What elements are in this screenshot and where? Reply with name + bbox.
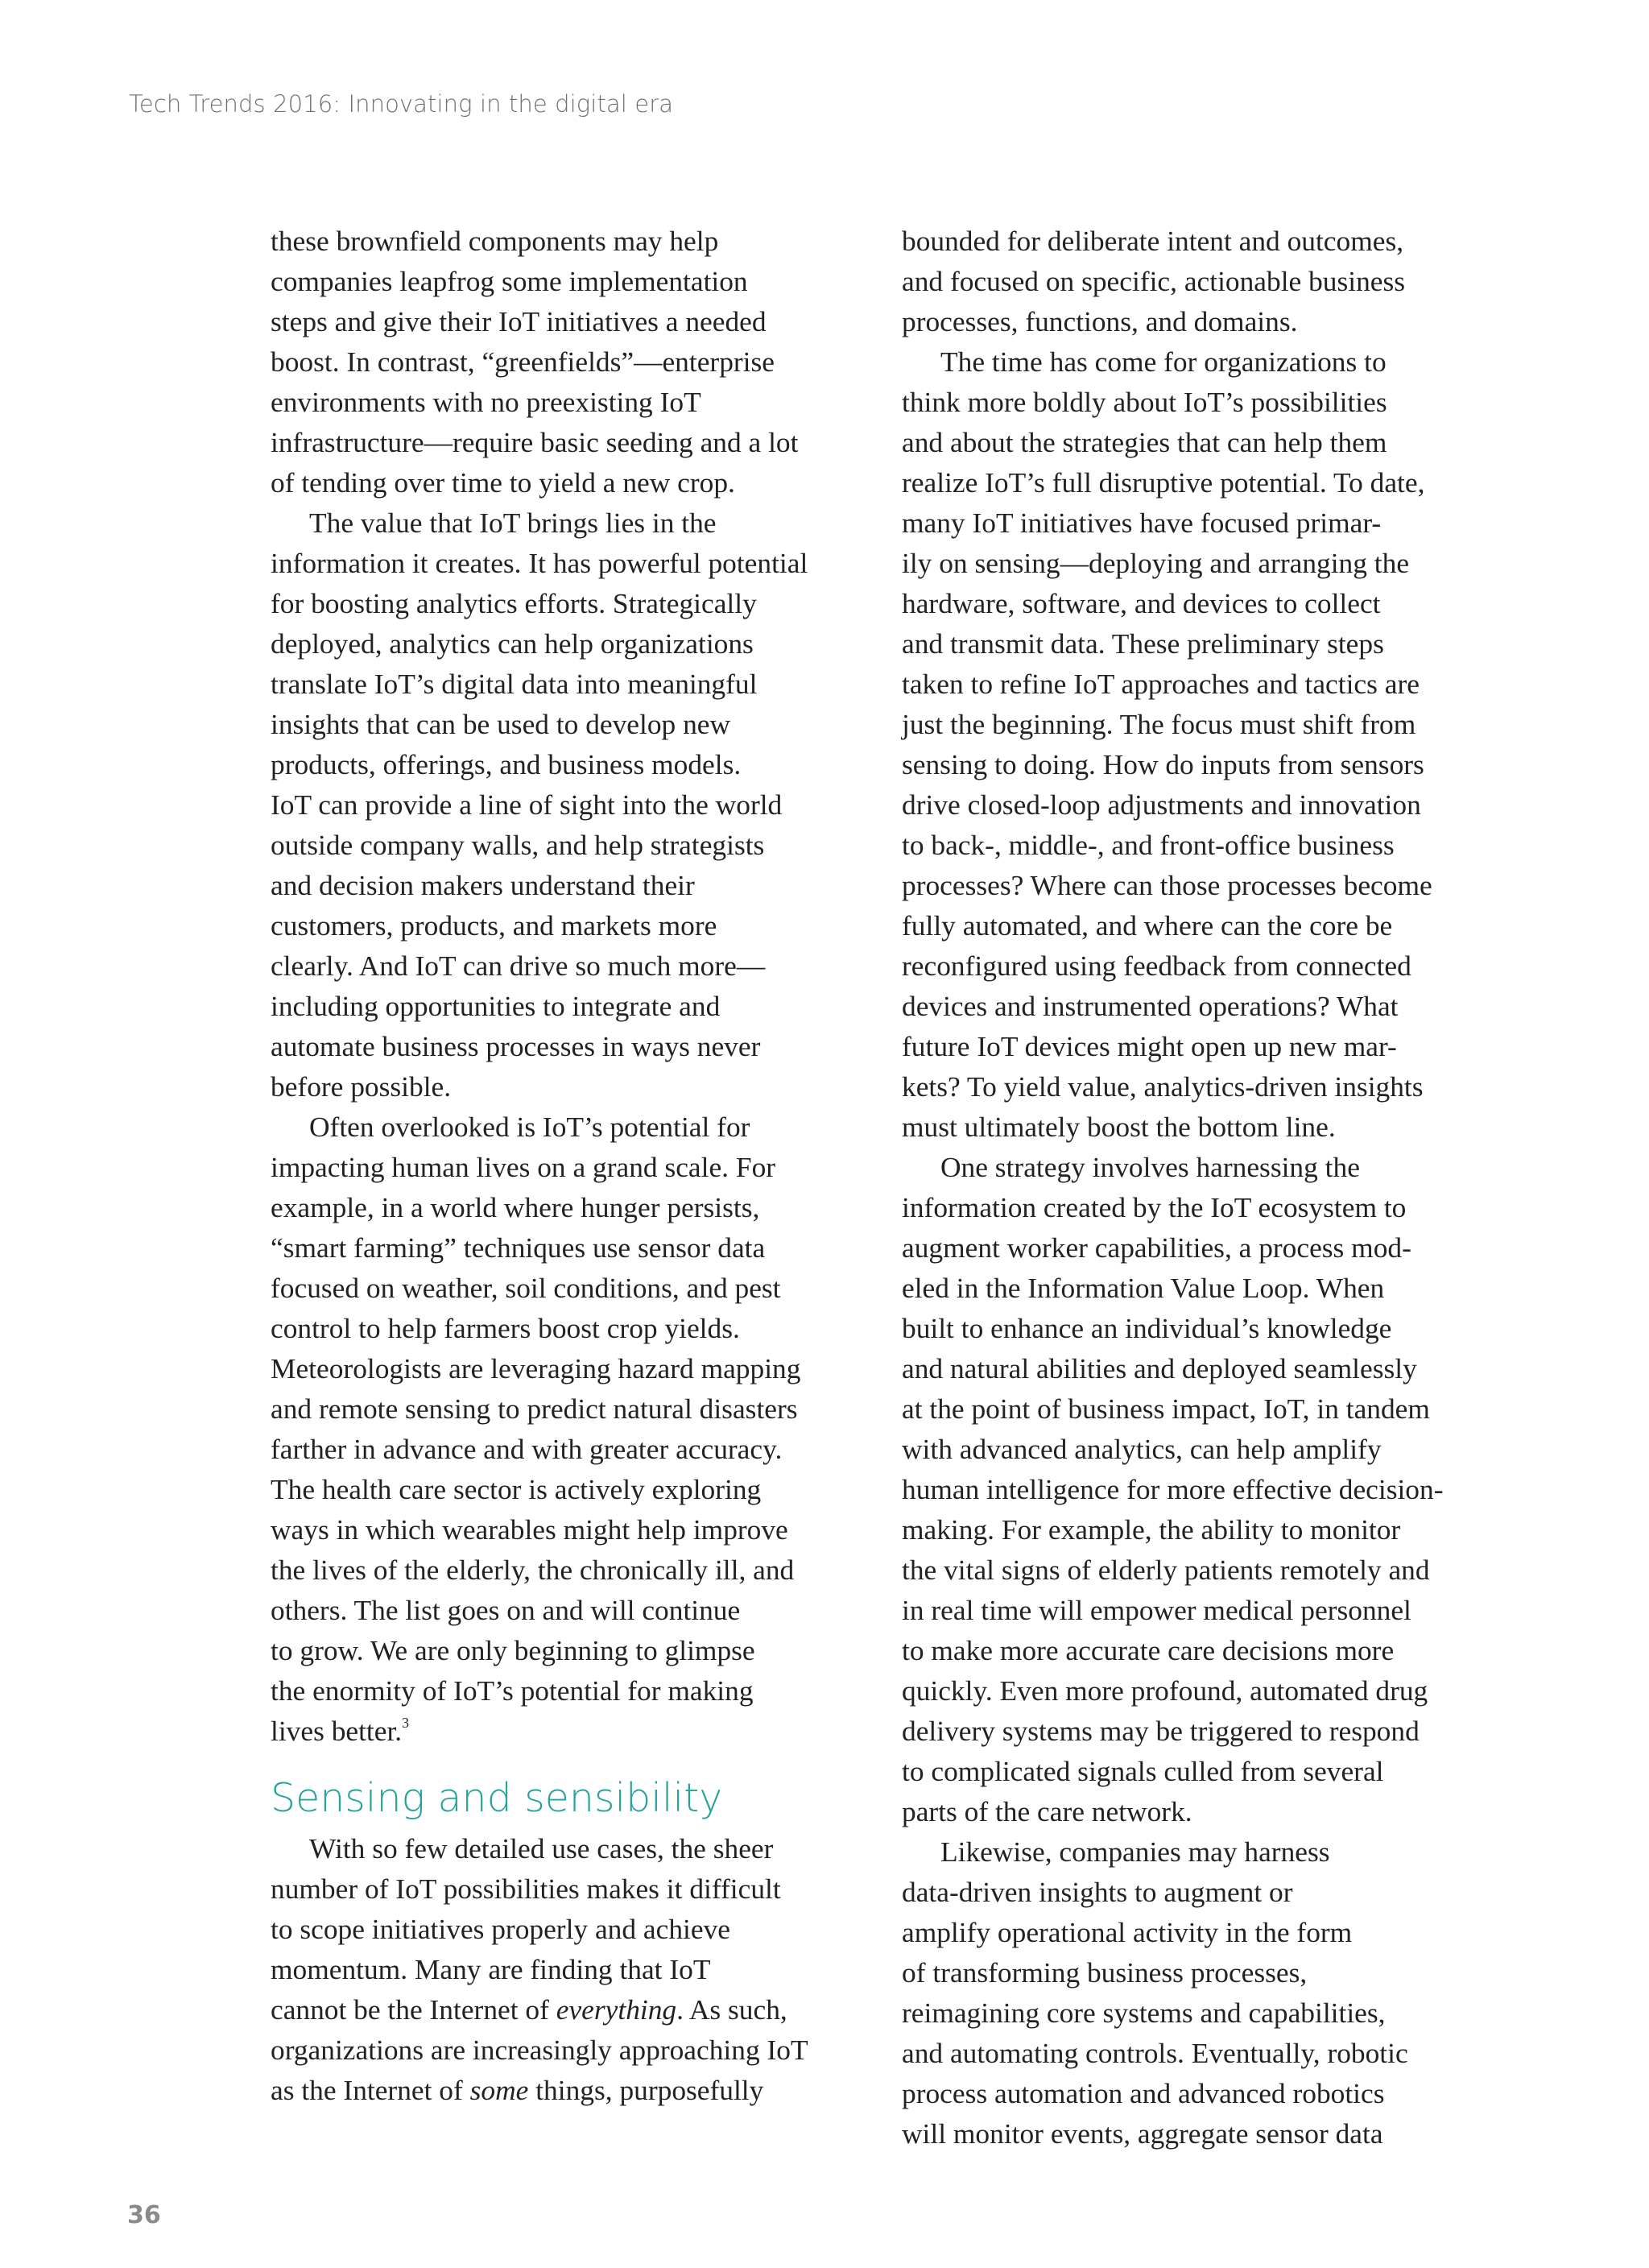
body-line: organizations are increasingly approaching IoT xyxy=(271,2034,808,2066)
body-line: IoT can provide a line of sight into the world xyxy=(271,788,783,821)
body-line: farther in advance and with greater accuracy. xyxy=(271,1433,783,1465)
body-line: clearly. And IoT can drive so much more— xyxy=(271,950,766,982)
body-line: to complicated signals culled from several xyxy=(902,1755,1384,1787)
body-text: things, purposefully xyxy=(528,2074,764,2106)
body-line: of transforming business processes, xyxy=(902,1956,1308,1989)
body-line xyxy=(271,2070,850,2110)
body-line: human intelligence for more effective decision- xyxy=(902,1473,1444,1505)
body-line: just the beginning. The focus must shift from xyxy=(902,708,1416,740)
body-line: with advanced analytics, can help amplify xyxy=(902,1433,1382,1465)
body-line: One strategy involves harnessing the xyxy=(940,1151,1360,1183)
body-line: The time has come for organizations to xyxy=(940,346,1387,378)
body-line: built to enhance an individual’s knowledge xyxy=(902,1312,1392,1344)
body-line: The value that IoT brings lies in the xyxy=(309,507,717,539)
emphasis-text: everything xyxy=(556,1993,677,2026)
body-line: augment worker capabilities, a process mod- xyxy=(902,1231,1411,1264)
body-line: ways in which wearables might help improve xyxy=(271,1513,788,1546)
body-line: to back-, middle-, and front-office business xyxy=(902,829,1395,861)
body-line: products, offerings, and business models. xyxy=(271,748,742,780)
body-line: example, in a world where hunger persists, xyxy=(271,1191,760,1223)
body-line: insights that can be used to develop new xyxy=(271,708,731,740)
body-line: Meteorologists are leveraging hazard mapping xyxy=(271,1352,801,1384)
running-header: Tech Trends 2016: Innovating in the digital era xyxy=(129,90,674,118)
body-line: the lives of the elderly, the chronically ill, and xyxy=(271,1554,795,1586)
body-line: others. The list goes on and will continue xyxy=(271,1594,741,1626)
body-text: lives better. xyxy=(271,1715,403,1747)
body-text: as the Internet of xyxy=(271,2074,470,2106)
body-line: environments with no preexisting IoT xyxy=(271,386,701,418)
body-line: to grow. We are only beginning to glimpse xyxy=(271,1634,755,1666)
body-line: the enormity of IoT’s potential for making xyxy=(271,1674,754,1707)
body-line: Likewise, companies may harness xyxy=(940,1836,1330,1868)
body-line xyxy=(271,1711,850,1751)
body-line: number of IoT possibilities makes it difficult xyxy=(271,1873,781,1905)
body-line: customers, products, and markets more xyxy=(271,909,717,942)
body-line: outside company walls, and help strategists xyxy=(271,829,765,861)
body-line: and transmit data. These preliminary steps xyxy=(902,627,1384,660)
body-line: of tending over time to yield a new crop. xyxy=(271,466,735,499)
body-line: to make more accurate care decisions more xyxy=(902,1634,1395,1666)
body-line: processes? Where can those processes become xyxy=(902,869,1432,901)
body-line: realize IoT’s full disruptive potential. To date, xyxy=(902,466,1425,499)
body-line: steps and give their IoT initiatives a needed xyxy=(271,305,767,337)
body-line: data-driven insights to augment or xyxy=(902,1876,1293,1908)
body-line: sensing to doing. How do inputs from sensors xyxy=(902,748,1424,780)
body-line: process automation and advanced robotics xyxy=(902,2077,1385,2109)
body-line: taken to refine IoT approaches and tactics are xyxy=(902,668,1420,700)
body-line: kets? To yield value, analytics-driven insights xyxy=(902,1070,1424,1103)
body-line: processes, functions, and domains. xyxy=(902,305,1298,337)
left-column xyxy=(271,221,850,2110)
body-line xyxy=(271,1989,850,2030)
body-line: The health care sector is actively exploring xyxy=(271,1473,762,1505)
body-line: hardware, software, and devices to collect xyxy=(902,587,1381,619)
body-line: before possible. xyxy=(271,1070,452,1103)
body-text: cannot be the Internet of xyxy=(271,1993,556,2026)
body-line: including opportunities to integrate and xyxy=(271,990,721,1022)
body-line: amplify operational activity in the form xyxy=(902,1916,1353,1948)
body-line: drive closed-loop adjustments and innovation xyxy=(902,788,1421,821)
body-line: think more boldly about IoT’s possibilities xyxy=(902,386,1387,418)
body-text: . As such, xyxy=(676,1993,787,2026)
body-line: in real time will empower medical personnel xyxy=(902,1594,1411,1626)
body-line: deployed, analytics can help organizations xyxy=(271,627,754,660)
right-column xyxy=(902,221,1482,2154)
body-line: future IoT devices might open up new mar- xyxy=(902,1030,1397,1062)
body-line: focused on weather, soil conditions, and pest xyxy=(271,1272,781,1304)
body-line: information it creates. It has powerful potential xyxy=(271,547,808,579)
body-line: will monitor events, aggregate sensor data xyxy=(902,2117,1383,2150)
body-line: many IoT initiatives have focused primar- xyxy=(902,507,1382,539)
page-number: 36 xyxy=(127,2201,161,2229)
body-line: these brownfield components may help xyxy=(271,225,719,257)
footnote-reference[interactable]: 3 xyxy=(402,1715,409,1732)
body-line: eled in the Information Value Loop. When xyxy=(902,1272,1385,1304)
body-line: information created by the IoT ecosystem to xyxy=(902,1191,1407,1223)
body-line: and about the strategies that can help them xyxy=(902,426,1387,458)
body-line: impacting human lives on a grand scale. For xyxy=(271,1151,776,1183)
body-line: must ultimately boost the bottom line. xyxy=(902,1111,1336,1143)
body-line: delivery systems may be triggered to respond xyxy=(902,1715,1420,1747)
body-line: parts of the care network. xyxy=(902,1795,1192,1827)
body-line: bounded for deliberate intent and outcomes, xyxy=(902,225,1404,257)
body-line: devices and instrumented operations? What xyxy=(902,990,1399,1022)
body-line: companies leapfrog some implementation xyxy=(271,265,748,297)
body-line: the vital signs of elderly patients remotely and xyxy=(902,1554,1430,1586)
body-line: making. For example, the ability to monitor xyxy=(902,1513,1401,1546)
body-line: ily on sensing—deploying and arranging the xyxy=(902,547,1410,579)
body-line: Often overlooked is IoT’s potential for xyxy=(309,1111,750,1143)
body-line: and natural abilities and deployed seamlessly xyxy=(902,1352,1417,1384)
body-line: and decision makers understand their xyxy=(271,869,695,901)
body-line: quickly. Even more profound, automated drug xyxy=(902,1674,1428,1707)
body-line: reimagining core systems and capabilities, xyxy=(902,1997,1386,2029)
body-line: infrastructure—require basic seeding and a lot xyxy=(271,426,799,458)
body-line: and automating controls. Eventually, robotic xyxy=(902,2037,1408,2069)
emphasis-text: some xyxy=(469,2074,529,2106)
body-line: at the point of business impact, IoT, in tandem xyxy=(902,1393,1430,1425)
body-line: automate business processes in ways never xyxy=(271,1030,761,1062)
body-line: With so few detailed use cases, the sheer xyxy=(309,1832,774,1864)
body-line: boost. In contrast, “greenfields”—enterprise xyxy=(271,346,775,378)
section-heading: Sensing and sensibility xyxy=(271,1775,723,1821)
body-line: control to help farmers boost crop yields. xyxy=(271,1312,740,1344)
body-line: and focused on specific, actionable business xyxy=(902,265,1406,297)
body-line: reconfigured using feedback from connected xyxy=(902,950,1411,982)
body-line: for boosting analytics efforts. Strategically xyxy=(271,587,757,619)
body-line: translate IoT’s digital data into meaningful xyxy=(271,668,758,700)
body-line: to scope initiatives properly and achieve xyxy=(271,1913,730,1945)
body-line: “smart farming” techniques use sensor data xyxy=(271,1231,766,1264)
body-line: momentum. Many are finding that IoT xyxy=(271,1953,711,1985)
body-line: fully automated, and where can the core be xyxy=(902,909,1393,942)
body-line: and remote sensing to predict natural disasters xyxy=(271,1393,798,1425)
